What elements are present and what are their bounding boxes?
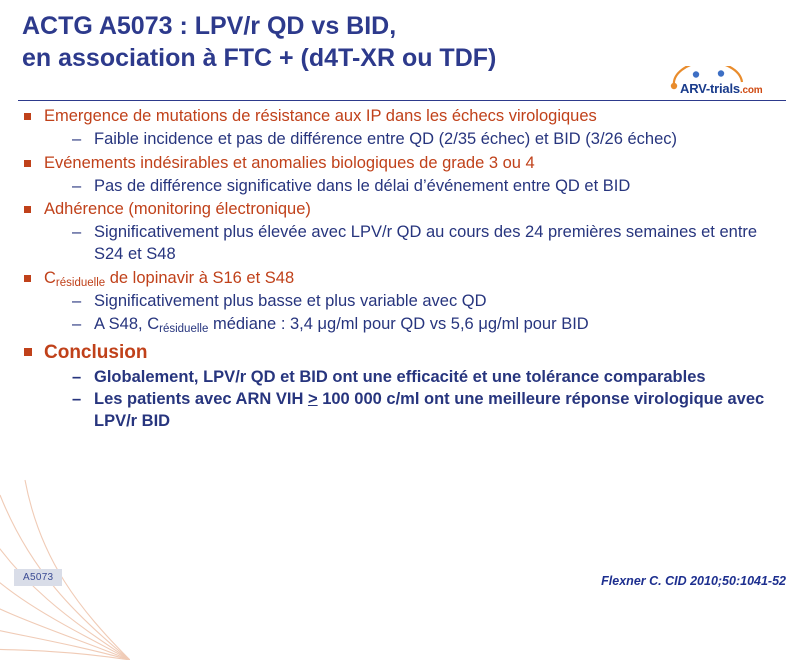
sub-bullet-item [66,291,790,313]
sub-bullet-list [44,176,790,198]
sub-bullet-item [66,367,790,389]
bullet-text: Emergence de mutations de résistance aux IP dans les échecs virologiques [44,107,597,125]
bullet-item [18,268,790,335]
bullet-text: Conclusion [44,342,148,364]
sub-bullet-text: Significativement plus élevée avec LPV/r QD au cours des 24 premières semaines et entre S24 et S48 [94,223,758,264]
dash-bullet-icon: – [72,314,82,333]
sub-bullet-subscript: résiduelle [159,322,209,335]
sub-bullet-list [44,291,790,336]
sub-bullet-item [66,176,790,198]
sub-bullet-list [44,367,790,433]
bullet-text: C [44,268,56,287]
sub-bullet-item [66,389,790,433]
sub-bullet-text-post: médiane : 3,4 μg/ml pour QD vs 5,6 μg/ml pour BID [208,314,589,333]
sub-bullet-text: Globalement, LPV/r QD et BID ont une efficacité et une tolérance comparables [94,367,706,386]
dash-bullet-icon: – [72,291,82,310]
sub-bullet-item [66,129,790,151]
bullet-item [18,106,790,151]
square-bullet-icon [24,275,31,282]
footer-slide-tag: A5073 [14,569,62,586]
footer-reference: Flexner C. CID 2010;50:1041-52 [601,574,786,588]
bullet-subscript: résiduelle [55,276,106,289]
bullet-item [18,199,790,265]
sub-bullet-text-post: 100 000 c/ml ont une meilleure réponse virologique avec LPV/r BID [94,390,765,431]
dash-bullet-icon: – [72,223,82,242]
bullet-text-after: de lopinavir à S16 et S48 [105,268,295,287]
sub-bullet-text: Faible incidence et pas de différence entre QD (2/35 échec) et BID (3/26 échec) [94,129,678,148]
square-bullet-icon [24,206,31,213]
bullet-text: Adhérence (monitoring électronique) [44,200,311,219]
bullet-text: Evénements indésirables et anomalies biologiques de grade 3 ou 4 [44,153,535,172]
sub-bullet-text-pre: Les patients avec ARN VIH [94,390,308,409]
sub-bullet-item [66,222,790,266]
square-bullet-icon [24,113,31,120]
slide-title [0,0,800,74]
sub-bullet-item [66,314,790,336]
bullet-list [18,106,790,433]
dash-bullet-icon: – [72,367,82,386]
bullet-item [18,153,790,198]
bullet-item-conclusion [18,340,790,433]
square-bullet-icon [24,160,31,167]
square-bullet-icon [24,348,32,356]
slide-body [18,106,790,435]
sub-bullet-underlined-operator: > [307,390,318,409]
title-divider [18,100,786,101]
logo-wordmark: ARV-trials.com [680,81,763,96]
arv-trials-logo [666,66,788,96]
title-line-1: ACTG A5073 : LPV/r QD vs BID, [22,12,397,40]
sub-bullet-text: Pas de différence significative dans le délai d’événement entre QD et BID [94,176,631,195]
sub-bullet-text-pre: A S48, C [94,314,160,333]
title-line-2: en association à FTC + (d4T-XR ou TDF) [22,44,497,72]
dash-bullet-icon: – [72,390,82,409]
sub-bullet-text: Significativement plus basse et plus variable avec QD [94,291,487,310]
sub-bullet-list [44,129,790,151]
sub-bullet-list [44,222,790,266]
dash-bullet-icon: – [72,176,82,195]
dash-bullet-icon: – [72,129,82,148]
